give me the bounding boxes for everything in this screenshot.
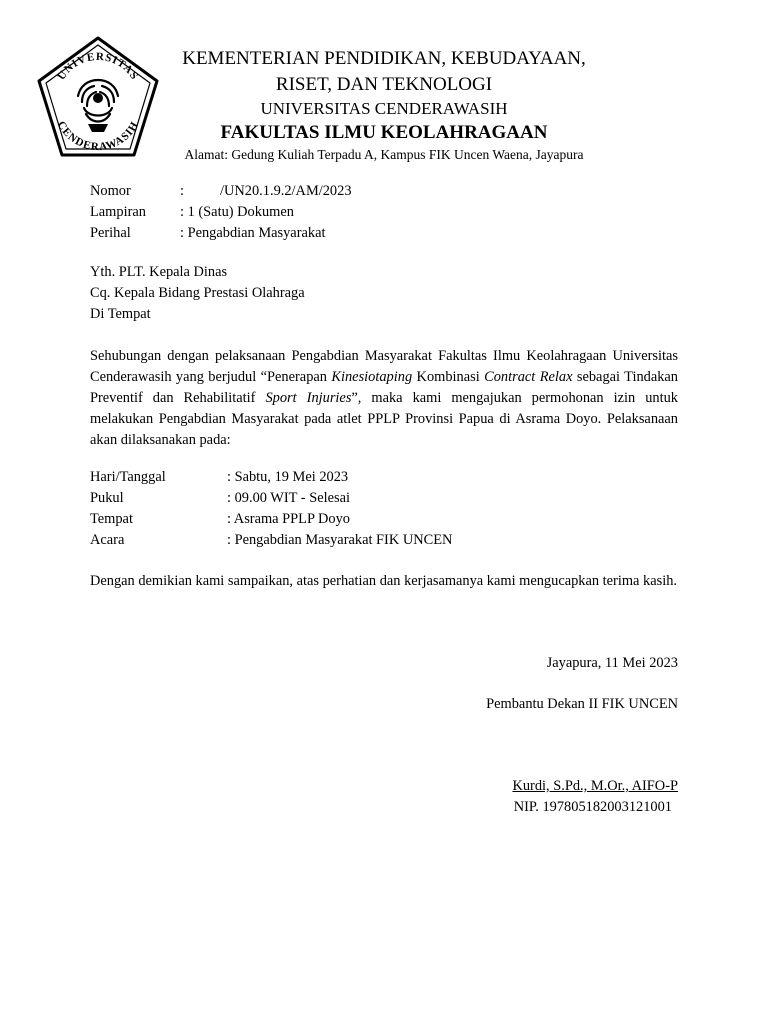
acara-value: : Pengabdian Masyarakat FIK UNCEN <box>227 532 453 548</box>
letterhead-ministry: KEMENTERIAN PENDIDIKAN, KEBUDAYAAN, <box>182 48 586 69</box>
nomor-value: /UN20.1.9.2/AM/2023 <box>220 183 352 199</box>
term-sport-injuries: Sport Injuries <box>265 390 352 406</box>
letterhead-faculty: FAKULTAS ILMU KEOLAHRAGAAN <box>220 122 548 143</box>
closing-block <box>90 571 678 592</box>
letterhead-address: Alamat: Gedung Kuliah Terpadu A, Kampus FIK Uncen Waena, Jayapura <box>184 147 584 162</box>
detail-tempat <box>90 509 678 530</box>
main-paragraph-block <box>90 346 678 451</box>
nomor-label: Nomor <box>90 183 131 199</box>
logo-bottom-text: CENDERAWASIH <box>54 119 142 154</box>
letter-meta <box>90 181 678 244</box>
meta-nomor <box>90 181 678 202</box>
perihal-value: : Pengabdian Masyarakat <box>180 225 326 241</box>
term-kinesiotaping: Kinesiotaping <box>331 369 413 385</box>
tempat-label: Tempat <box>90 511 133 527</box>
place-date: Jayapura, 11 Mei 2023 <box>546 655 678 671</box>
meta-lampiran <box>90 202 678 223</box>
recipient-line-2: Cq. Kepala Bidang Prestasi Olahraga <box>90 285 305 301</box>
hari-value: : Sabtu, 19 Mei 2023 <box>227 469 349 485</box>
tempat-value: : Asrama PPLP Doyo <box>227 511 350 527</box>
paragraph-part-2: Kombinasi <box>412 369 485 385</box>
lampiran-label: Lampiran <box>90 204 146 220</box>
recipient-block <box>90 262 678 325</box>
meta-perihal <box>90 223 678 244</box>
pukul-label: Pukul <box>90 490 124 506</box>
logo-top-text: UNIVERSITAS <box>55 50 141 83</box>
letterhead-university: UNIVERSITAS CENDERAWASIH <box>260 99 508 118</box>
emblem-center <box>93 93 103 103</box>
nomor-colon: : <box>180 183 184 199</box>
signer-nip: NIP. 197805182003121001 <box>513 799 672 815</box>
perihal-label: Perihal <box>90 225 131 241</box>
university-logo <box>36 36 160 160</box>
recipient-line-3: Di Tempat <box>90 306 151 322</box>
hari-label: Hari/Tanggal <box>90 469 166 485</box>
pukul-value: : 09.00 WIT - Selesai <box>227 490 350 506</box>
signer-name-text: Kurdi, S.Pd., M.Or., AIFO-P <box>512 778 678 794</box>
main-paragraph <box>90 346 678 451</box>
detail-acara <box>90 530 678 551</box>
signer-position: Pembantu Dekan II FIK UNCEN <box>486 696 678 712</box>
lampiran-value: : 1 (Satu) Dokumen <box>180 204 294 220</box>
event-details <box>90 467 678 551</box>
detail-hari <box>90 467 678 488</box>
letterhead-ministry-cont: RISET, DAN TEKNOLOGI <box>275 74 493 95</box>
detail-pukul <box>90 488 678 509</box>
signer-name <box>90 776 678 797</box>
signer-block <box>90 776 678 818</box>
recipient-line-1: Yth. PLT. Kepala Dinas <box>90 264 228 280</box>
paragraph-part-4: ”, maka kami mengajukan permohonan izin untuk melakukan Pengabdian Masyarakat pada atlet PPLP Provinsi Papua di Asrama Doyo. Pelaksanaan akan dilaksanakan pada: <box>90 390 678 448</box>
paragraph-part-3: sebagai Tindakan Preventif dan Rehabilitatif <box>90 369 679 406</box>
paragraph-part-1: Sehubungan dengan pelaksanaan Pengabdian Masyarakat Fakultas Ilmu Keolahragaan Universitas Cenderawasih yang berjudul “Penerapan <box>90 348 678 385</box>
term-contract-relax: Contract Relax <box>484 369 573 385</box>
closing-paragraph: Dengan demikian kami sampaikan, atas perhatian dan kerjasamanya kami mengucapkan terima kasih. <box>90 573 678 589</box>
acara-label: Acara <box>90 532 125 548</box>
